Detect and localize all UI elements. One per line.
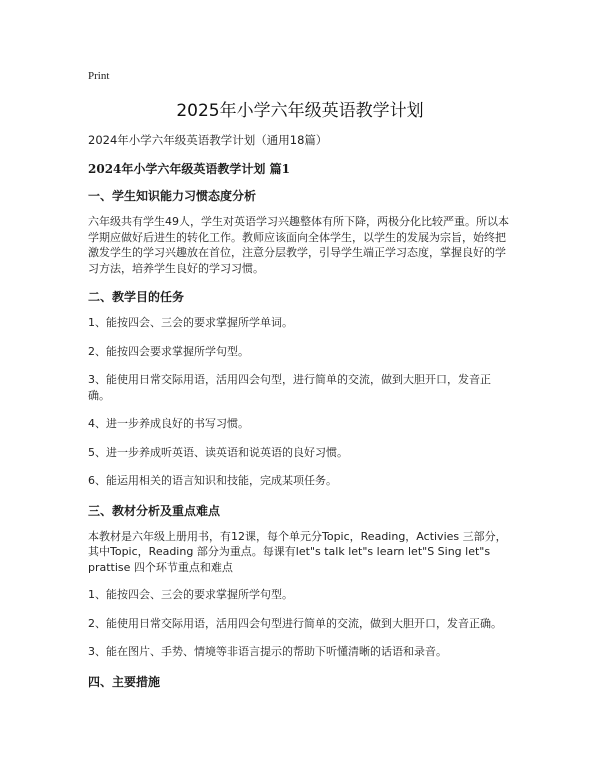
list-item: 3、能使用日常交际用语，活用四会句型，进行简单的交流，做到大胆开口，发音正确。 (88, 373, 491, 402)
section-heading: 三、教材分析及重点难点 (88, 503, 221, 518)
list-item: 3、能在图片、手势、情境等非语言提示的帮助下听懂清晰的话语和录音。 (88, 645, 447, 658)
section-paragraph: 六年级共有学生49人，学生对英语学习兴趣整体有所下降，两极分化比较严重。所以本学期应做好后进生的转化工作。教师应该面向全体学生，以学生的发展为宗旨，始终把激发学生的学习兴趣放在首位，注意分层教学，引导学生端正学习态度，掌握良好的学习方法，培养学生良好的学习习惯。 (88, 215, 509, 275)
list-item: 2、能按四会要求掌握所学句型。 (88, 344, 249, 358)
list-item: 1、能按四会、三会的要求掌握所学句型。 (88, 588, 293, 601)
list-item: 6、能运用相关的语言知识和技能，完成某项任务。 (88, 474, 337, 487)
section-heading: 一、学生知识能力习惯态度分析 (88, 189, 257, 203)
section-paragraph: 本教材是六年级上册用书，有12课，每个单元分Topic，Reading，Activies 三部分，其中Topic，Reading 部分为重点。每课有let"s talk let"s learn let"S Sing let"s prattise 四个环节重点和难点 (88, 529, 507, 574)
list-item: 2、能使用日常交际用语，活用四会句型进行简单的交流，做到大胆开口，发音正确。 (88, 616, 502, 630)
page-title: 2025年小学六年级英语教学计划 (176, 101, 424, 121)
list-item: 4、进一步养成良好的书写习惯。 (88, 417, 249, 430)
list-item: 1、能按四会、三会的要求掌握所学单词。 (88, 316, 293, 329)
section-heading: 二、教学目的任务 (88, 290, 185, 304)
list-item: 5、进一步养成听英语、读英语和说英语的良好习惯。 (88, 445, 348, 459)
document-heading: 2024年小学六年级英语教学计划 篇1 (88, 162, 290, 176)
document-subtitle: 2024年小学六年级英语教学计划（通用18篇） (88, 133, 328, 147)
document-body (88, 132, 512, 700)
print-label[interactable]: Print (88, 70, 110, 82)
section-heading: 四、主要措施 (88, 674, 161, 689)
